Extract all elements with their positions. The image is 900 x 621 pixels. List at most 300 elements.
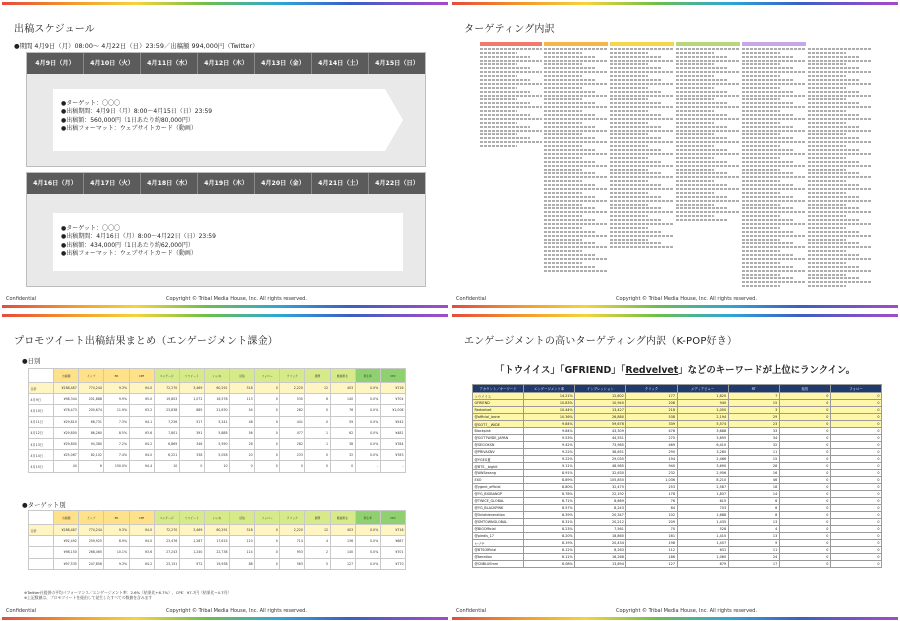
table-cell: 23,476 [154,536,179,547]
table-cell: 0 [255,547,280,558]
day-cell: 4月15日（日） [375,60,419,67]
targeting-entry [742,71,806,73]
headline-part: 」などのキーワードが上位にランクイン。 [678,365,855,376]
targeting-entry [610,79,661,81]
targeting-entry [610,235,674,237]
targeting-entry [610,149,661,151]
table-cell: 0 [305,405,330,416]
table-cell: @official_izone [473,414,524,421]
schedule-details [61,100,212,134]
targeting-entry [480,67,530,69]
table-cell: 6 [305,394,330,405]
targeting-entry [676,114,727,116]
table-cell: 8.39% [524,512,575,519]
table-cell: ¥25,067 [54,450,79,461]
targeting-entry [480,71,542,73]
table-cell: 346 [179,438,204,449]
table-row [29,394,406,405]
table-cell: ¥97,535 [54,558,79,569]
table-cell: 1,435 [677,519,728,526]
table-cell: 7.2% [104,438,129,449]
table-cell: 合計 [29,383,54,394]
targeting-entry [808,153,872,155]
targeting-entry [480,106,542,108]
table-cell: 8.9% [104,536,129,547]
table-cell: 209 [626,519,677,526]
targeting-entry [676,126,727,128]
table-cell: 1,837 [677,491,728,498]
table-cell: 11.9% [104,405,129,416]
targeting-entry [544,184,595,186]
targeting-entry [544,242,595,244]
table-cell: 127 [626,561,677,568]
footnote-line: ※Twitter社提供の平均パフォーマンス／エンゲージメント率：2.6%（結果比+6.7%）、CPE：¥7.7円（結果比−4.7円） [24,590,232,595]
table-cell: 2,587 [677,484,728,491]
column-header: メディアビュー [677,385,728,393]
table-cell: 114 [230,547,255,558]
targeting-entry [742,211,806,213]
table-cell: 8.08% [524,561,575,568]
table-cell: 0 [779,561,830,568]
table-cell: 6,221 [154,450,179,461]
targeting-entry [808,184,859,186]
color-strip [2,617,448,620]
targeting-entry [480,79,530,81]
targeting-entry [676,48,740,50]
table-row [473,505,882,512]
table-row [473,442,882,449]
table-cell: 339 [626,421,677,428]
table-cell: 1 [305,427,330,438]
table-cell: ¥701 [380,547,405,558]
table-cell: 477 [280,427,305,438]
targeting-entry [742,137,793,139]
targeting-entry [808,204,846,206]
targeting-entry [480,126,530,128]
targeting-entry [610,98,648,100]
column-header: 展開 [305,511,330,525]
targeting-entry [808,98,846,100]
table-cell: 0 [779,526,830,533]
table-cell: 44 [54,461,79,472]
table-row [473,519,882,526]
table-cell: 16 [728,470,779,477]
targeting-entry [544,176,608,178]
table-cell: 0 [830,491,881,498]
table-row [473,484,882,491]
table-cell: 0 [830,442,881,449]
detail-line: ●出稿期間：4月9日（月）8:00〜4月15日（日）23:59 [61,108,213,116]
table-cell: ¥76,473 [54,405,79,416]
table-row [29,405,406,416]
targeting-entry [676,149,727,151]
table-cell: @YGEG夏 [473,456,524,463]
table-cell: 0 [779,428,830,435]
table-cell: @CNBLUEmm [473,561,524,568]
table-cell: 72,270 [154,383,179,394]
table-cell: 0 [779,407,830,414]
targeting-entry [610,145,648,147]
table-cell: ¥481 [380,427,405,438]
targeting-entry [610,118,674,120]
targeting-entry [480,141,542,143]
table-cell: 105,850 [575,477,626,484]
day-cell: 4月21日（土） [312,173,369,194]
table-cell: 0 [779,554,830,561]
targeting-entry [544,250,582,252]
targeting-entry [742,254,793,256]
targeting-entry [676,106,740,108]
targeting-entry [544,126,595,128]
table-cell: 1,688 [677,512,728,519]
targeting-entry [676,87,714,89]
table-cell: 631 [677,547,728,554]
color-strip [2,305,448,308]
table-cell: 73,985 [575,442,626,449]
table-cell: 774,244 [79,383,104,394]
targeting-entry [676,153,740,155]
table-cell: 0 [779,400,830,407]
table-cell: ¥4.0 [129,383,154,394]
table-cell: 18 [728,484,779,491]
table-row [29,525,406,536]
headline-underlined: Redvelvet [625,365,679,376]
table-cell: 8.78% [524,491,575,498]
detail-line: ●出稿期間：4月16日（月）8:00〜4月22日（日）23:59 [61,233,216,241]
table-cell: 86,260 [79,427,104,438]
table-cell: 0 [779,449,830,456]
confidential-label: Confidential [6,608,37,614]
table-cell: 23,838 [154,405,179,416]
targeting-entry [610,176,674,178]
table-cell: 1,287 [179,536,204,547]
table-cell: 253 [626,484,677,491]
targeting-entry [742,133,780,135]
table-cell: 0 [255,450,280,461]
column-header: CPE [129,369,154,383]
table-cell: 113 [230,394,255,405]
targeting-entry [610,180,648,182]
table-cell: 8.23% [524,526,575,533]
table-cell: 3,690 [677,463,728,470]
table-cell: 0 [830,505,881,512]
table-cell: 59,676 [575,421,626,428]
targeting-entry [480,83,542,85]
table-cell: ¥288,487 [54,383,79,394]
table-cell: 0 [255,461,280,472]
targeting-column [610,42,674,248]
targeting-entry [544,110,582,112]
targeting-entry [544,87,582,89]
targeting-entry [676,172,727,174]
targeting-entry [544,48,608,50]
targeting-entry [480,118,542,120]
table-cell: 16,268 [575,554,626,561]
targeting-entry [808,56,859,58]
targeting-entry [544,56,595,58]
targeting-entry [808,75,846,77]
table-cell: 161 [626,533,677,540]
table-cell: 403 [330,525,355,536]
table-cell: 合計 [29,525,54,536]
table-cell: 0 [779,533,830,540]
column-header [29,511,54,525]
table-cell: 8.80% [524,484,575,491]
targeting-entry [808,223,872,225]
target-results-table [28,510,406,570]
table-cell: 0 [779,421,830,428]
table-cell: 0 [330,461,355,472]
table-header-row [29,369,406,383]
table-row [473,526,882,533]
targeting-entry [742,266,793,268]
table-cell: 441 [280,416,305,427]
targeting-entry [610,95,674,97]
table-row [473,414,882,421]
targeting-entry [742,281,806,283]
targeting-entry [544,98,582,100]
table-cell: 0 [779,484,830,491]
targeting-entry [544,153,608,155]
week-calendar-1 [26,52,426,167]
table-cell: 0 [255,394,280,405]
table-cell: 0 [779,491,830,498]
day-cell: 4月20日（金） [255,173,312,194]
table-cell: 10 [154,461,179,472]
table-cell: ¥783 [380,450,405,461]
table-cell: 9.22% [524,456,575,463]
color-strip [452,617,898,620]
table-cell: 9.42% [524,442,575,449]
table-cell: 7,801 [154,427,179,438]
copyright-text: Copyright © Tribal Media House, Inc. All rights reserved. [616,296,757,302]
table-cell: 318 [230,383,255,394]
targeting-entry [610,87,648,89]
targeting-entry [676,67,727,69]
table-cell: トウイイス [473,393,524,400]
table-cell: 5,590 [204,438,229,449]
table-cell: 8.91% [524,470,575,477]
table-cell: 32 [330,450,355,461]
table-cell: ¥288,487 [54,525,79,536]
targeting-entry [610,192,648,194]
table-cell: 1,240 [179,547,204,558]
targeting-entry [610,75,648,77]
targeting-entry [480,48,542,50]
table-cell: 8.20% [524,533,575,540]
day-cell: 4月16日（月） [27,173,84,194]
targeting-entry [610,114,661,116]
column-header: 返信 [230,369,255,383]
table-cell: 0 [830,519,881,526]
targeting-entry [676,219,727,221]
column-header: CPV [380,511,405,525]
table-cell: 0 [230,461,255,472]
targeting-entry [676,176,740,178]
targeting-entry [742,262,780,264]
targeting-entry [742,227,780,229]
table-cell: 0 [830,470,881,477]
table-row [473,400,882,407]
table-cell: @BTS＿bighit [473,463,524,470]
table-cell: 13 [728,533,779,540]
targeting-entry [808,145,846,147]
targeting-entry [610,172,661,174]
table-cell: 517 [179,416,204,427]
column-header: 返信 [230,511,255,525]
targeting-entry [808,52,846,54]
targeting-entry [808,126,859,128]
targeting-column [544,42,608,272]
targeting-entry [808,200,872,202]
table-cell: 62 [330,427,355,438]
day-cell: 4月22日（日） [375,180,419,187]
table-cell: 150.0% [104,461,129,472]
table-cell: 4 [728,526,779,533]
table-cell: @YG_BIGBANGP [473,491,524,498]
table-cell: 8.71% [524,498,575,505]
table-cell: 8,263 [575,547,626,554]
table-header-row [29,511,406,525]
table-cell: 18,860 [575,533,626,540]
table-cell: 9.3% [104,558,129,569]
table-cell: 9.84% [524,421,575,428]
targeting-entry [610,137,661,139]
targeting-entry [544,223,608,225]
column-header: クリック [280,369,305,383]
targeting-entry [808,274,846,276]
table-cell: 8.31% [524,519,575,526]
table-cell: 282 [280,438,305,449]
table-cell: 0 [305,461,330,472]
table-cell: 703 [677,505,728,512]
table-cell: ¥3.6 [129,427,154,438]
table-cell: 32 [728,442,779,449]
table-cell: 0 [255,558,280,569]
table-cell: 198 [626,540,677,547]
table-cell: ¥784 [380,438,405,449]
targeting-entry [544,196,595,198]
table-cell: 9.53% [524,435,575,442]
table-cell: 940 [677,400,728,407]
targeting-entry [742,106,806,108]
table-cell: 6 [728,498,779,505]
table-cell: 20 [230,450,255,461]
column-header: いいね [204,369,229,383]
table-cell: ¥5.0 [129,394,154,405]
targeting-entry [742,79,793,81]
targeting-entry [480,133,517,135]
table-cell [29,558,54,569]
targeting-entry [544,133,582,135]
table-cell: 28 [728,463,779,470]
table-cell: 0 [305,450,330,461]
table-cell: 0 [779,463,830,470]
targeting-entry [676,145,714,147]
confidential-label: Confidential [6,296,37,302]
table-cell: 0.0% [355,394,380,405]
table-cell: 4月10日 [29,405,54,416]
targeting-entry [544,60,608,62]
table-cell: 270 [626,435,677,442]
targeting-entry [480,91,530,93]
targeting-entry [742,75,780,77]
table-cell: 21,630 [204,405,229,416]
table-cell: ¥98,344 [54,394,79,405]
table-cell: 0.0% [355,536,380,547]
day-cell: 4月14日（土） [312,53,369,74]
targeting-entry [808,219,859,221]
column-header: エンゲージ [154,369,179,383]
table-cell: 32,475 [575,484,626,491]
column-header: CPE [129,511,154,525]
table-cell: 0 [830,449,881,456]
targeting-entry [808,161,859,163]
targeting-entry [544,192,582,194]
targeting-entry [742,153,806,155]
targeting-entry [480,110,517,112]
detail-line: ●出稿額：560,000円（1日あたり約80,000円） [61,116,194,124]
table-cell: 268,465 [79,547,104,558]
targeting-column [742,42,806,287]
targeting-entry [610,67,661,69]
targeting-entry [610,102,661,104]
table-cell: 290 [626,449,677,456]
table-cell: 10.36% [524,414,575,421]
table-cell: 56 [230,427,255,438]
targeting-entry [742,149,793,151]
targeting-entry [676,165,740,167]
table-cell: 84 [626,505,677,512]
table-cell [29,547,54,558]
table-cell: 136 [330,536,355,547]
targeting-entry [544,231,595,233]
targeting-entry [808,63,846,65]
table-cell: 23,151 [154,558,179,569]
targeting-entry [544,141,608,143]
table-cell: 2,194 [677,414,728,421]
targeting-entry [610,211,674,213]
targeting-entry [742,176,806,178]
table-cell: ¥29,800 [54,427,79,438]
schedule-arrow [53,213,403,271]
table-cell: 0 [255,427,280,438]
targeting-entry [808,266,859,268]
targeting-entry [742,122,780,124]
table-cell: 4月12日 [29,427,54,438]
table-cell: 0 [830,400,881,407]
table-cell: 0 [255,405,280,416]
column-header: リツイート [179,511,204,525]
targeting-entry [676,215,714,217]
table-row [473,512,882,519]
table-cell: @YG_BLACKPINK [473,505,524,512]
slide-title: エンゲージメントの高いターゲティング内訳（K-POP好き） [464,336,738,347]
table-cell: 282 [280,405,305,416]
targeting-entry [742,165,806,167]
table-cell: 88 [230,558,255,569]
table-cell: 10.44% [524,407,575,414]
table-cell: 1,072 [179,394,204,405]
targeting-entry [544,75,582,77]
table-row [29,450,406,461]
table-cell: 8.89% [524,477,575,484]
table-cell: 0.0% [355,558,380,569]
table-cell: 7,236 [154,416,179,427]
targeting-entry [610,122,648,124]
targeting-entry [480,137,530,139]
table-cell: 48,985 [575,463,626,470]
